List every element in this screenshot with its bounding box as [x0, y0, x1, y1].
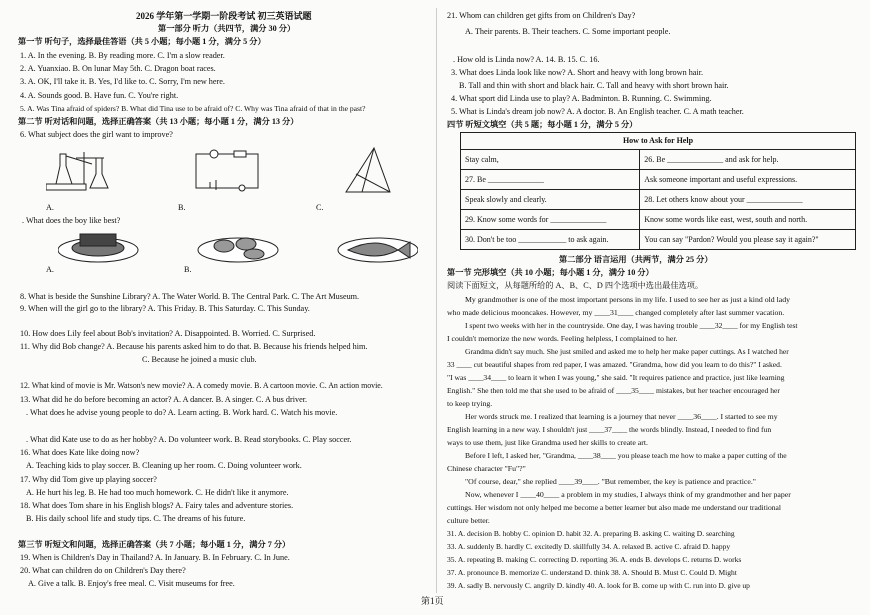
electric-circuit-icon [196, 150, 258, 191]
cloze-section-heading: 第一节 完形填空（共 10 小题；每小题 1 分，满分 10 分） [447, 268, 654, 277]
question-14: . What does he advise young people to do? A. Learn acting. B. Work hard. C. Watch his movie. [26, 408, 338, 417]
options-33-34: 33. A. suddenly B. hardly C. excitedly D. skillfully 34. A. relaxed B. active C. afraid D. happy [447, 542, 731, 551]
passage-line: culture better. [447, 516, 490, 525]
table-cell: 27. Be ______________ [461, 170, 640, 190]
question-25: 5. What is Linda's dream job now? A. A doctor. B. An English teacher. C. A math teacher. [451, 107, 744, 116]
table-cell: 26. Be ______________ and ask for help. [640, 150, 856, 170]
passage-line: to keep trying. [447, 399, 493, 408]
cake-plate-icon [58, 234, 138, 262]
options-31-32: 31. A. decision B. hobby C. opinion D. habit 32. A. preparing B. asking C. waiting D. searching [447, 529, 735, 538]
question-12: 12. What kind of movie is Mr. Watson's new movie? A. A comedy movie. B. A cartoon movie. C. An action movie. [20, 381, 383, 390]
passage-line: I couldn't memorize the new words. Feeling helpless, I complained to her. [447, 334, 678, 343]
table-row [461, 210, 856, 230]
q6-option-a: A. [46, 203, 54, 212]
q7-option-a: A. [46, 265, 54, 274]
passage-line: "Of course, dear," she replied ____39____. "But remember, the key is patience and practice." [465, 477, 756, 486]
question-23: 3. What does Linda look like now? A. Short and heavy with long brown hair. [451, 68, 704, 77]
question-21-options: A. Their parents. B. Their teachers. C. Some important people. [465, 27, 671, 36]
table-row [461, 230, 856, 250]
question-17: 17. Why did Tom give up playing soccer? [20, 475, 157, 484]
question-5: 5. A. Was Tina afraid of spiders? B. What did Tina use to be afraid of? C. Why was Tina afraid of that in the past? [20, 104, 366, 113]
geometry-triangle-icon [346, 148, 390, 192]
question-15: . What did Kate use to do as her hobby? A. Do volunteer work. B. Read storybooks. C. Play soccer. [26, 435, 352, 444]
passage-line: cuttings. Her wisdom not only helped me become a better learner but also made me understand our traditional [447, 503, 782, 512]
chemistry-flask-icon [46, 152, 108, 190]
section-four-heading: 四节 听短文填空（共 5 题；每小题 1 分，满分 5 分） [447, 120, 638, 129]
question-3: 3. A. OK, I'll take it. B. Yes, I'd like to. C. Sorry, I'm new here. [20, 77, 225, 86]
table-cell: 29. Know some words for ______________ [461, 210, 640, 230]
table-cell: 30. Don't be too ____________ to ask again. [461, 230, 640, 250]
table-row [461, 190, 856, 210]
q7-option-b: B. [184, 265, 192, 274]
passage-line: English." She then told me that she used to be afraid of ____35____ mistakes, but her teacher encouraged her [447, 386, 780, 395]
question-1: 1. A. In the evening. B. By reading more. C. I'm a slow reader. [20, 51, 225, 60]
table-title: How to Ask for Help [461, 133, 856, 150]
passage-line: Before I left, I asked her, "Grandma, ____38____ you please teach me how to make a paper cutting of the [465, 451, 787, 460]
question-11-option-c: C. Because he joined a music club. [142, 355, 257, 364]
question-24: 4. What sport did Linda use to play? A. Badminton. B. Running. C. Swimming. [451, 94, 712, 103]
question-16: 16. What does Kate like doing now? [20, 448, 140, 457]
section-three-heading: 第三节 听短文和问题，选择正确答案（共 7 小题；每小题 1 分，满分 7 分） [18, 540, 291, 549]
q6-option-b: B. [178, 203, 186, 212]
cloze-instructions: 阅读下面短文，从每题所给的 A、B、C、D 四个选项中选出最佳选项。 [447, 281, 704, 290]
question-9: 9. When will the girl go to the library? A. This Friday. B. This Saturday. C. This Sunday. [20, 304, 310, 313]
question-18-options: B. His daily school life and study tips. C. The dreams of his future. [26, 514, 246, 523]
passage-line: Now, whenever I ____40____ a problem in my studies, I always think of my grandmother and her paper [465, 490, 791, 499]
question-20-options: A. Give a talk. B. Enjoy's free meal. C. Visit museums for free. [28, 579, 235, 588]
question-11: 11. Why did Bob change? A. Because his parents asked him to do that. B. Because his friends helped him. [20, 342, 368, 351]
question-10: 10. How does Lily feel about Bob's invitation? A. Disappointed. B. Worried. C. Surprised. [20, 329, 316, 338]
part-one-heading: 第一部分 听力（共四节，满分 30 分） [158, 24, 296, 33]
question-13: 13. What did he do before becoming an actor? A. A dancer. B. A singer. C. A bus driver. [20, 395, 308, 404]
section-two-heading: 第二节 听对话和问题，选择正确答案（共 13 小题；每小题 1 分，满分 13 分） [18, 117, 299, 126]
question-6: 6. What subject does the girl want to improve? [20, 130, 173, 139]
question-20: 20. What can children do on Children's Day there? [20, 566, 186, 575]
how-to-ask-for-help-table [460, 132, 856, 250]
section-one-heading: 第一节 听句子，选择最佳答语（共 5 小题；每小题 1 分，满分 5 分） [18, 37, 266, 46]
question-8: 8. What is beside the Sunshine Library? A. The Water World. B. The Central Park. C. The Art Museum. [20, 292, 360, 301]
table-cell: You can say "Pardon? Would you please say it again?" [640, 230, 856, 250]
passage-line: English learning in a new way. I shouldn't just ____37____ the words blindly. Instead, I needed to find fun [447, 425, 772, 434]
question-19: 19. When is Children's Day in Thailand? A. In January. B. In February. C. In June. [20, 553, 290, 562]
question-22: . How old is Linda now? A. 14. B. 15. C. 16. [453, 55, 600, 64]
page-number: 第1页 [421, 596, 444, 606]
fish-plate-icon [338, 238, 418, 262]
table-cell: Stay calm, [461, 150, 640, 170]
options-35-36: 35. A. repeating B. making C. correcting D. reporting 36. A. ends B. develops C. returns D. works [447, 555, 742, 564]
question-16-options: A. Teaching kids to play soccer. B. Cleaning up her room. C. Doing volunteer work. [26, 461, 302, 470]
question-7: . What does the boy like best? [22, 216, 121, 225]
table-cell: Know some words like east, west, south and north. [640, 210, 856, 230]
question-7-figures [58, 228, 418, 264]
question-2: 2. A. Yuanxiao. B. On lunar May 5th. C. Dragon boat races. [20, 64, 216, 73]
passage-line: My grandmother is one of the most important persons in my life. I used to see her as just a kind old lady [465, 295, 791, 304]
passage-line: 33 ____ cut beautiful shapes from red paper, I was amazed. "Grandma, how did you learn to do this?" I asked. [447, 360, 782, 369]
table-row [461, 170, 856, 190]
part-two-heading: 第二部分 语言运用（共两节，满分 25 分） [559, 255, 713, 264]
exam-title: 2026 学年第一学期一阶段考试 初三英语试题 [136, 11, 312, 21]
passage-line: ways to use them, just like Grandma used her skills to create art. [447, 438, 648, 447]
table-cell: 28. Let others know about your ______________ [640, 190, 856, 210]
options-37-38: 37. A. pronounce B. memorize C. understand D. think 38. A. Should B. Must C. Could D. Might [447, 568, 737, 577]
options-39-40: 39. A. sadly B. nervously C. angrily D. kindly 40. A. look for B. come up with C. run into D. give up [447, 581, 750, 590]
passage-line: Her words struck me. I realized that learning is a journey that never ____36____. I started to see my [465, 412, 778, 421]
dumpling-plate-icon [198, 238, 278, 262]
table-cell: Ask someone important and useful expressions. [640, 170, 856, 190]
q6-option-c: C. [316, 203, 324, 212]
table-row [461, 150, 856, 170]
passage-line: Grandma didn't say much. She just smiled and asked me to help her make paper cuttings. As I watched her [465, 347, 789, 356]
question-17-options: A. He hurt his leg. B. He had too much homework. C. He didn't like it anymore. [26, 488, 289, 497]
question-21: 21. Whom can children get gifts from on Children's Day? [447, 11, 636, 20]
passage-line: I spent two weeks with her in the countryside. One day, I was having trouble ____32____ for my English test [465, 321, 798, 330]
question-23-options: B. Tall and thin with short and black hair. C. Tall and heavy with short brown hair. [459, 81, 729, 90]
column-divider [436, 8, 437, 593]
passage-line: "I was ____34____ to learn it when I was young," she said. "It requires patience and practice, just like learning [447, 373, 785, 382]
question-18: 18. What does Tom share in his English blogs? A. Fairy tales and adventure stories. [20, 501, 294, 510]
question-4: 4. A. Sounds good. B. Have fun. C. You're right. [20, 91, 179, 100]
question-6-figures [46, 144, 416, 204]
table-cell: Speak slowly and clearly. [461, 190, 640, 210]
passage-line: Chinese character "Fu"?" [447, 464, 526, 473]
passage-line: who made delicious mooncakes. However, my ____31____ changed completely after last summer vacation. [447, 308, 785, 317]
